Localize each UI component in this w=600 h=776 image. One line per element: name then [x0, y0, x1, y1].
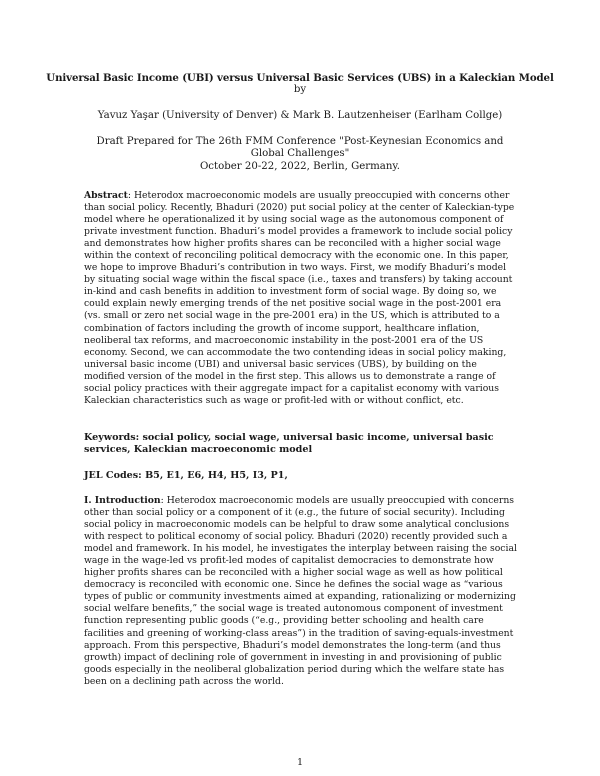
page-number: 1: [296, 757, 304, 768]
authors: Yavuz Yaşar (University of Denver) & Mark B. Lautzenheiser (Earlham Collge): [97, 110, 503, 121]
paper-title: Universal Basic Income (UBI) versus Universal Basic Services (UBS) in a Kaleckian Model: [46, 72, 554, 84]
abstract-text: : Heterodox macroeconomic models are usually preoccupied with concerns other than social policy. Recently, Bhaduri (2020) put social policy at the center of Kaleckian-type model where he operationalized it by using social wage as the autonomous component of private investment function. Bhaduri’s model provides a framework to include social policy and demonstrates how higher profits shares can be reconciled with a higher social wage within the context of reconciling political democracy with the economic one. In this paper, we hope to improve Bhaduri’s contribution in two ways. First, we modify Bhaduri’s model by situating social wage within the fiscal space (i.e., taxes and transfers) by taking account in-kind and cash benefits in addition to investment form of social wage. By doing so, we could explain newly emerging trends of the net positive social wage in the post-2001 era (vs. small or zero net social wage in the pre-2001 era) in the US, which is attributed to a combination of factors including the growth of income support, healthcare inflation, neoliberal tax reforms, and macroeconomic instability in the post-2001 era of the US economy. Second, we can accommodate the two contending ideas in social policy making, universal basic income (UBI) and universal basic services (UBS), by building on the modified version of the model in the first step. This allows us to demonstrate a range of social policy practices with their aggregate impact for a capitalist economy with various Kaleckian characteristics such as wage or profit-led with or without conflict, etc.: [84, 190, 515, 406]
introduction: [84, 495, 518, 688]
conference-date: October 20-22, 2022, Berlin, Germany.: [199, 160, 401, 172]
introduction-text: : Heterodox macroeconomic models are usually preoccupied with concerns other than social policy or a component of it (e.g., the future of social security). Including social policy in macroeconomic models can be helpful to draw some analytical conclusions with respect to political economy of social policy. Bhaduri (2020) recently provided such a model and framework. In his model, he investigates the interplay between raising the social wage in the wage-led vs profit-led modes of capitalist democracies to demonstrate how higher profits shares can be reconciled with a higher social wage as well as how political democracy is reconciled with economic one. Since he defines the social wage as “various types of public or community investments aimed at expanding, rationalizing or modernizing social welfare benefits,” the social wage is treated autonomous component of investment function representing public goods (“e.g., providing better schooling and health care facilities and greening of working-class areas”) in the tradition of saving-equals-investment approach. From this perspective, Bhaduri’s model demonstrates the long-term (and thus growth) impact of declining role of government in investing in and provisioning of public goods especially in the neoliberal globalization period during which the welfare state has been on a declining path across the world.: [84, 495, 517, 687]
keywords: Keywords: social policy, social wage, universal basic income, universal basic services, Kaleckian macroeconomic model: [84, 432, 494, 456]
introduction-heading: I. Introduction: [84, 495, 161, 506]
conference-title: Draft Prepared for The 26th FMM Conference "Post-Keynesian Economics and Global Challenges": [96, 136, 504, 160]
conference-note: [90, 136, 510, 173]
abstract: [84, 190, 518, 407]
abstract-label: Abstract: [84, 190, 128, 201]
jel-codes: JEL Codes: B5, E1, E6, H4, H5, I3, P1,: [84, 470, 288, 481]
by-line: by: [293, 84, 307, 95]
